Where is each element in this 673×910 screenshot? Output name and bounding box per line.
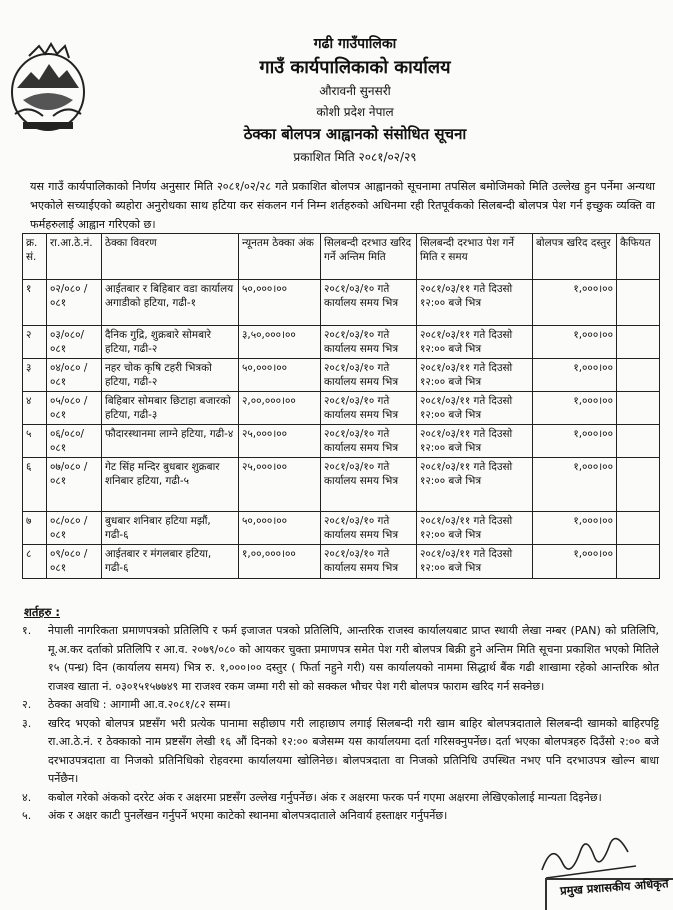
- table-row: [23, 359, 660, 392]
- cell-sn: ७: [23, 512, 47, 545]
- cell-last-purchase: २०८१/०३/१० गते कार्यालय समय भित्र: [321, 425, 417, 458]
- term-item: [22, 789, 659, 808]
- cell-last-purchase: २०८१/०३/१० गते कार्यालय समय भित्र: [321, 359, 417, 392]
- cell-contract-no: ०९/०८० /०८१: [47, 545, 102, 579]
- tender-table: [22, 233, 660, 579]
- cell-submission: २०८१/०३/११ गते दिउसो १२:०० बजे भित्र: [417, 392, 533, 425]
- table-row: [23, 326, 660, 359]
- cell-description: दैनिक गुद्रि, शुक्रबारे सोमबारे हटिया, गढी-२: [102, 326, 239, 359]
- cell-sn: ५: [23, 425, 47, 458]
- term-item: [22, 622, 659, 696]
- cell-description: नहर चोक कृषि टहरी भित्रको हटिया, गढी-२: [102, 359, 239, 392]
- table-header-row: [23, 234, 660, 280]
- nepal-government-emblem-icon: [9, 42, 87, 134]
- cell-contract-no: ०६/०८०/ ०८१: [47, 425, 102, 458]
- header-min-amount: न्यूनतम ठेक्का अंक: [239, 234, 321, 280]
- cell-min-amount: २५,०००।००: [239, 458, 321, 512]
- office-name: गाउँ कार्यपालिकाको कार्यालय: [259, 57, 451, 78]
- cell-contract-no: ०५/०८० /०८१: [47, 392, 102, 425]
- header-remark: कैफियत: [617, 234, 660, 280]
- cell-min-amount: २५,०००।००: [239, 425, 321, 458]
- cell-min-amount: १,००,०००।००: [239, 545, 321, 579]
- cell-fee: १,०००।००: [533, 512, 617, 545]
- intro-paragraph: यस गाउँ कार्यपालिकाको निर्णय अनुसार मिति २०८१/०२/२८ गते प्रकाशित बोलपत्र आह्वानको सूचनामा तपसिल बमोजिमको मिति उल्लेख हुन पर्नेमा अन्यथा भएकोले सच्याईएको ब्यहोरा अनुरोधका साथ हटिया कर संकलन गर्न निम्न शर्तहरुको अधिनमा रही रितपूर्वकको सिलबन्दी बोलपत्र पेश गर्न इच्छुक व्यक्ति वा फर्महरुलाई आह्वान गरिएको छ।: [30, 180, 655, 231]
- cell-last-purchase: २०८१/०३/१० गते कार्यालय समय भित्र: [321, 280, 417, 326]
- cell-min-amount: ३,५०,०००।००: [239, 326, 321, 359]
- header-contract-no: रा.आ.ठे.नं.: [47, 234, 102, 280]
- cell-description: बुधबार शनिबार हटिया मझौं, गढी-६: [102, 512, 239, 545]
- cell-fee: १,०००।००: [533, 359, 617, 392]
- cell-contract-no: ०२/०८० /०८१: [47, 280, 102, 326]
- terms-list: [22, 622, 659, 826]
- term-number: ४.: [22, 790, 32, 804]
- publish-date: प्रकाशित मिति २०८१/०२/२९: [293, 150, 417, 164]
- cell-min-amount: २,००,०००।००: [239, 392, 321, 425]
- cell-remark: [617, 545, 660, 579]
- office-location: औरावनी सुनसरी: [319, 84, 391, 98]
- table-row: [23, 512, 660, 545]
- table-row: [23, 392, 660, 425]
- term-text: नेपाली नागरिकता प्रमाणपत्रको प्रतिलिपि र फर्म इजाजत पत्रको प्रतिलिपि, आन्तरिक राजस्व कार्यालयबाट प्राप्त स्थायी लेखा नम्बर (PAN) को प्रतिलिपि, मू.अ.कर दर्ताको प्रतिलिपि र आ.व. २०७९/०८० को आयकर चुक्ता प्रमाणपत्र समेत पेश गरी बोलपत्र बिक्री हुने अन्तिम मिति सूचना प्रकाशित भएको मितिले १५ (पन्ध्र) दिन (कार्यालय समय) भित्र रु. १,०००।०० दस्तुर ( फिर्ता नहुने गरी) यस कार्यालयको नाममा सिद्धार्थ बैंक गढी शाखामा रहेको आन्तरिक श्रोत राजश्व खाता नं. ०३०१५१५७७४९ मा राजश्व रकम जम्मा गरी सो को सक्कल भौचर पेश गरी बोलपत्र फाराम खरिद गर्न सक्नेछ।: [48, 624, 659, 693]
- header-sn: क्र. सं.: [23, 234, 47, 280]
- cell-min-amount: ५०,०००।००: [239, 280, 321, 326]
- cell-fee: १,०००।००: [533, 545, 617, 579]
- cell-remark: [617, 425, 660, 458]
- cell-min-amount: ५०,०००।००: [239, 359, 321, 392]
- header-last-purchase: सिलबन्दी दरभाउ खरिद गर्ने अन्तिम मिति: [321, 234, 417, 280]
- cell-contract-no: ०८/०८० /०८१: [47, 512, 102, 545]
- signature-mark: [536, 822, 646, 882]
- term-text: अंक र अक्षर काटी पुनर्लेखन गर्नुपर्ने भएमा काटेको स्थानमा बोलपत्रदाताले अनिवार्य हस्ताक्षर गर्नुपर्नेछ।: [48, 809, 448, 822]
- cell-remark: [617, 392, 660, 425]
- cell-sn: १: [23, 280, 47, 326]
- term-item: [22, 715, 659, 789]
- cell-submission: २०८१/०३/११ गते दिउसो १२:०० बजे भित्र: [417, 326, 533, 359]
- cell-submission: २०८१/०३/११ गते दिउसो १२:०० बजे भित्र: [417, 458, 533, 512]
- cell-submission: २०८१/०३/११ गते दिउसो १२:०० बजे भित्र: [417, 359, 533, 392]
- cell-description: फौदारस्थानमा लाग्ने हटिया, गढी-४: [102, 425, 239, 458]
- term-number: ५.: [22, 809, 32, 822]
- cell-remark: [617, 512, 660, 545]
- cell-description: आईतबार र बिहिबार वडा कार्यालय अगाडीको हटिया, गढी-१: [102, 280, 239, 326]
- term-item: [22, 696, 659, 715]
- cell-sn: ३: [23, 359, 47, 392]
- term-text: खरिद भएको बोलपत्र प्रष्टसँग भरी प्रत्येक पानामा सहीछाप गरी लाहाछाप लगाई सिलबन्दी गरी खाम बाहिर बोलपत्रदाताले सिलबन्दी खामको बाहिरपट्टि रा.आ.ठे.नं. र ठेक्काको नाम प्रष्टसँग लेखी १६ औं दिनको १२:०० बजेसम्म यस कार्यालयमा दर्ता गरिसक्नुपर्नेछ। दर्ता भएका बोलपत्रहरु दिउँसो २:०० बजे दरभाउपत्रदाता वा निजको प्रतिनिधिको रोहवरमा कार्यालयमा खोलिनेछ। बोलपत्रदाता वा निजको प्रतिनिधि उपस्थित नभए पनि दरभाउपत्र खोल्न बाधा पर्नेछैन।: [48, 716, 659, 785]
- header-submission: सिलबन्दी दरभाउ पेश गर्ने मिति र समय: [417, 234, 533, 280]
- term-text: ठेक्का अवधि : आगामी आ.व.२०८१/८२ सम्म।: [48, 698, 231, 711]
- term-text: कबोल गरेको अंकको दररेट अंक र अक्षरमा प्रष्टसँग उल्लेख गर्नुपर्नेछ। अंक र अक्षरमा फरक पर्न गएमा अक्षरमा लेखिएकोलाई मान्यता दिइनेछ।: [48, 790, 602, 804]
- cell-fee: १,०००।००: [533, 280, 617, 326]
- municipality-name: गढी गाउँपालिका: [313, 36, 397, 52]
- term-number: १.: [22, 624, 32, 637]
- cell-description: गेट सिंह मन्दिर बुधबार शुक्रबार शनिबार हटिया, गढी-५: [102, 458, 239, 512]
- cell-last-purchase: २०८१/०३/१० गते कार्यालय समय भित्र: [321, 392, 417, 425]
- terms-title: शर्तहरु :: [24, 605, 60, 619]
- cell-last-purchase: २०८१/०३/१० गते कार्यालय समय भित्र: [321, 326, 417, 359]
- cell-fee: १,०००।००: [533, 458, 617, 512]
- signatory-title: प्रमुख प्रशासकीय अधिकृत: [559, 876, 669, 898]
- cell-submission: २०८१/०३/११ गते दिउसो १२:०० बजे भित्र: [417, 512, 533, 545]
- cell-remark: [617, 280, 660, 326]
- cell-sn: ८: [23, 545, 47, 579]
- table-row: [23, 458, 660, 512]
- cell-last-purchase: २०८१/०३/१० गते कार्यालय समय भित्र: [321, 458, 417, 512]
- header-fee: बोलपत्र खरिद दस्तुर: [533, 234, 617, 280]
- cell-sn: ६: [23, 458, 47, 512]
- cell-remark: [617, 326, 660, 359]
- cell-last-purchase: २०८१/०३/१० गते कार्यालय समय भित्र: [321, 512, 417, 545]
- cell-remark: [617, 359, 660, 392]
- cell-description: बिहिबार सोमबार छिटाहा बजारको हटिया, गढी-३: [102, 392, 239, 425]
- cell-description: आईतबार र मंगलबार हटिया, गढी-६: [102, 545, 239, 579]
- cell-submission: २०८१/०३/११ गते दिउसो १२:०० बजे भित्र: [417, 425, 533, 458]
- cell-contract-no: ०३/०८०/ ०८१: [47, 326, 102, 359]
- cell-submission: २०८१/०३/११ गते दिउसो १२:०० बजे भित्र: [417, 280, 533, 326]
- cell-remark: [617, 458, 660, 512]
- province-country: कोशी प्रदेश नेपाल: [316, 105, 394, 119]
- cell-fee: १,०००।००: [533, 392, 617, 425]
- cell-last-purchase: २०८१/०३/१० गते कार्यालय समय भित्र: [321, 545, 417, 579]
- term-number: २.: [22, 698, 32, 711]
- header-description: ठेक्का विवरण: [102, 234, 239, 280]
- table-row: [23, 280, 660, 326]
- cell-contract-no: ०७/०८० /०८१: [47, 458, 102, 512]
- cell-min-amount: ५०,०००।००: [239, 512, 321, 545]
- cell-submission: २०८१/०३/११ गते दिउसो १२:०० बजे भित्र: [417, 545, 533, 579]
- cell-sn: ४: [23, 392, 47, 425]
- table-row: [23, 425, 660, 458]
- cell-fee: १,०००।००: [533, 326, 617, 359]
- notice-title: ठेक्का बोलपत्र आह्वानको संसोधित सूचना: [243, 125, 467, 143]
- cell-contract-no: ०४/०८० /०८१: [47, 359, 102, 392]
- cell-sn: २: [23, 326, 47, 359]
- cell-fee: १,०००।००: [533, 425, 617, 458]
- term-number: ३.: [22, 716, 32, 730]
- table-row: [23, 545, 660, 579]
